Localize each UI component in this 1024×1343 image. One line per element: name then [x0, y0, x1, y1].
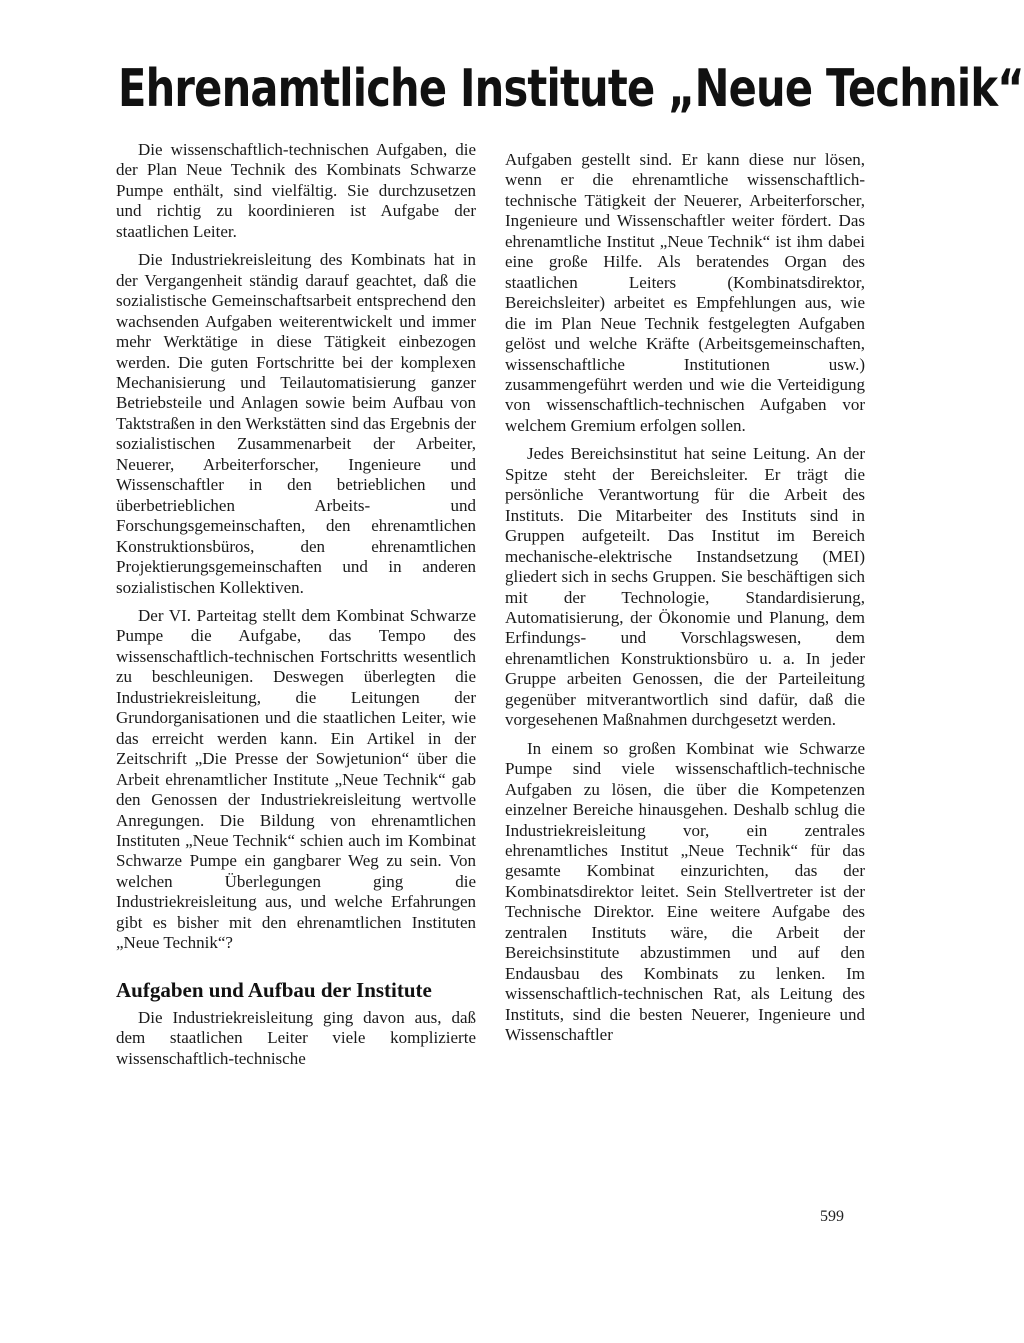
paragraph: Die Industriekreisleitung des Kombinats hat in der Vergangenheit ständig darauf geachtet, daß die sozialistische Gemeinschaftsarbeit entsprechend den wachsenden Aufgaben weiterentwickelt und immer mehr Werktätige in diese Tätigkeit einbezogen werden. Die guten Fortschritte bei der komplexen Mechanisierung und Teilautomatisierung ganzer Betriebsteile und Anlagen sowie beim Aufbau von Taktstraßen in den Werkstätten sind das Ergebnis der sozialistischen Zusammenarbeit der Arbeiter, Neuerer, Arbeiterforscher, Ingenieure und Wissenschaftler in den betrieblichen und überbetrieblichen Arbeits- und Forschungsgemeinschaften, den ehrenamtlichen Konstruktionsbüros, den ehrenamtlichen Projektierungsgemeinschaften und in anderen sozialistischen Kollektiven.: [116, 250, 476, 597]
paragraph: Aufgaben gestellt sind. Er kann diese nur lösen, wenn er die ehrenamtliche wissenschaftlich-technische Tätigkeit der Neuerer, Arbeiterforscher, Ingenieure und Wissenschaftler weiter fördert. Das ehrenamtliche Institut „Neue Technik“ ist ihm dabei eine große Hilfe. Als beratendes Organ des staatlichen Leiters (Kombinatsdirektor, Bereichsleiter) arbeitet es Empfehlungen aus, wie die im Plan Neue Technik festgelegten Aufgaben gelöst und welche Kräfte (Arbeitsgemeinschaften, wissenschaftliche Institutionen usw.) zusammengeführt werden und wie die Verteidigung von wissenschaftlich-technischen Aufgaben vor welchem Gremium erfolgen sollen.: [505, 150, 865, 435]
paragraph: Die wissenschaftlich-technischen Aufgaben, die der Plan Neue Technik des Kombinats Schwarze Pumpe enthält, sind vielfältig. Sie durchzusetzen und richtig zu koordinieren ist Aufgabe der staatlichen Leiter.: [116, 140, 476, 241]
paragraph: Jedes Bereichsinstitut hat seine Leitung. An der Spitze steht der Bereichsleiter. Er trägt die persönliche Verantwortung für die Arbeit des Instituts. Die Mitarbeiter des Instituts sind in Gruppen aufgeteilt. Das Institut im Bereich mechanische-elektrische Instandsetzung (MEI) gliedert sich in sechs Gruppen. Sie beschäftigen sich mit der Technologie, Standardisierung, Automatisierung, der Ökonomie und Planung, dem Erfindungs- und Vorschlagswesen, dem ehrenamtlichen Konstruktionsbüro u. a. In jeder Gruppe arbeiten Genossen, die der Parteileitung gegenüber mitverantwortlich sind dafür, daß die vorgesehenen Maßnahmen durchgesetzt werden.: [505, 444, 865, 730]
right-column: [505, 150, 865, 1053]
paragraph: Die Industriekreisleitung ging davon aus, daß dem staatlichen Leiter viele komplizierte wissenschaftlich-technische: [116, 1007, 476, 1068]
page-number: 599: [820, 1208, 844, 1225]
paragraph: Der VI. Parteitag stellt dem Kombinat Schwarze Pumpe die Aufgabe, das Tempo des wissenschaftlich-technischen Fortschritts wesentlich zu beschleunigen. Deswegen überlegten die Industriekreisleitung, die Leitungen der Grundorganisationen und die staatlichen Leiter, wie das erreicht werden kann. Ein Artikel in der Zeitschrift „Die Presse der Sowjetunion“ über die Arbeit ehrenamtlicher Institute „Neue Technik“ gab den Genossen der Industriekreisleitung wertvolle Anregungen. Die Bildung von ehrenamtlichen Instituten „Neue Technik“ schien auch im Kombinat Schwarze Pumpe ein gangbarer Weg zu sein. Von welchen Überlegungen ging die Industriekreisleitung aus, und welche Erfahrungen gibt es bisher mit den ehrenamtlichen Instituten „Neue Technik“?: [116, 605, 476, 953]
page-title: Ehrenamtliche Institute „Neue Technik“: [118, 59, 1024, 119]
paragraph: In einem so großen Kombinat wie Schwarze Pumpe sind viele wissenschaftlich-technische Aufgaben zu lösen, die über die Kompetenzen einzelner Bereiche hinausgehen. Deshalb schlug die Industriekreisleitung vor, ein zentrales ehrenamtliches Institut „Neue Technik“ für das gesamte Kombinat einzurichten, das der Kombinatsdirektor leitet. Sein Stellvertreter ist der Technische Direktor. Eine weitere Aufgabe des zentralen Instituts wäre, die Arbeit der Bereichsinstitute abzustimmen und auf den Endausbau des Kombinats zu lenken. Im wissenschaftlich-technischen Rat, als Leitung des Instituts, sind die besten Neuerer, Ingenieure und Wissenschaftler: [505, 738, 865, 1045]
section-heading: Aufgaben und Aufbau der Institute: [116, 977, 432, 1002]
left-column: [116, 140, 476, 1077]
